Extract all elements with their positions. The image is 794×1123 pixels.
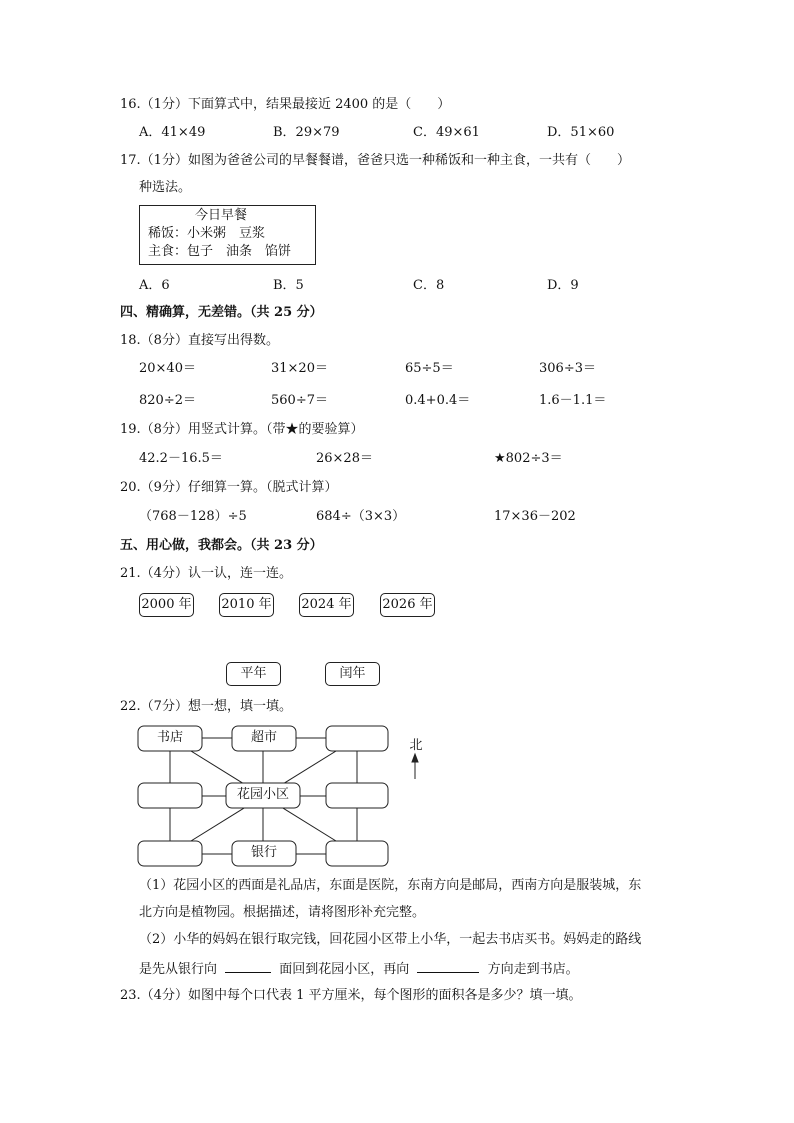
q19-item: ★802÷3＝ — [494, 451, 563, 466]
q21-stem: 21.（4分）认一认，连一连。 — [120, 566, 292, 581]
q18-item: 306÷3＝ — [539, 361, 596, 376]
q20-item: 684÷（3×3） — [316, 509, 406, 524]
q16-option-d[interactable]: D．51×60 — [547, 125, 615, 140]
q19-item: 26×28＝ — [316, 451, 373, 466]
map-label-bank: 银行 — [250, 845, 277, 860]
q17-option-d[interactable]: D．9 — [547, 278, 579, 293]
north-label: 北 — [409, 738, 423, 753]
q22-part2-text-a: 是先从银行向 — [139, 962, 218, 977]
q22-stem: 22.（7分）想一想，填一填。 — [120, 699, 292, 714]
menu-title: 今日早餐 — [195, 208, 248, 223]
map-label-bookstore: 书店 — [156, 730, 183, 745]
map-box-west-blank — [138, 783, 202, 808]
map-box-southeast-blank — [326, 841, 388, 866]
north-arrow-icon — [412, 754, 418, 779]
map-label-supermarket: 超市 — [250, 730, 277, 745]
q18-item: 20×40＝ — [139, 361, 196, 376]
leap-year-box[interactable]: 闰年 — [325, 662, 380, 686]
q19-stem: 19.（8分）用竖式计算。（带★的要验算） — [120, 422, 364, 437]
section5-heading: 五、用心做，我都会。（共 23 分） — [120, 538, 323, 553]
q22-part2-text-c: 方向走到书店。 — [487, 962, 579, 977]
q17-option-b[interactable]: B．5 — [273, 278, 304, 293]
breakfast-menu-box — [139, 205, 316, 265]
q18-item: 560÷7＝ — [271, 393, 328, 408]
map-label-garden: 花园小区 — [236, 787, 289, 802]
q20-item: （768－128）÷5 — [139, 509, 247, 524]
menu-staple: 主食：包子 油条 馅饼 — [148, 244, 292, 259]
common-year-box[interactable]: 平年 — [226, 662, 281, 686]
q16-option-b[interactable]: B．29×79 — [273, 125, 340, 140]
year-box-2010[interactable]: 2010 年 — [219, 593, 274, 617]
q20-stem: 20.（9分）仔细算一算。（脱式计算） — [120, 480, 338, 495]
q22-part1-line1: （1）花园小区的西面是礼品店，东面是医院，东南方向是邮局，西南方向是服装城，东 — [139, 878, 642, 893]
q22-part2-line1: （2）小华的妈妈在银行取完钱，回花园小区带上小华，一起去书店买书。妈妈走的路线 — [139, 932, 642, 947]
q17-option-c[interactable]: C．8 — [413, 278, 445, 293]
q19-item: 42.2－16.5＝ — [139, 451, 223, 466]
q22-part1-line2: 北方向是植物园。根据描述，请将图形补充完整。 — [139, 905, 426, 920]
q16-stem: 16.（1分）下面算式中，结果最接近 2400 的是（ ） — [120, 97, 451, 112]
q16-option-a[interactable]: A．41×49 — [139, 125, 206, 140]
answer-blank-direction-2[interactable] — [417, 960, 479, 973]
q17-stem-line2: 种选法。 — [139, 180, 192, 195]
year-box-2024[interactable]: 2024 年 — [299, 593, 354, 617]
q18-item: 0.4+0.4＝ — [405, 393, 471, 408]
map-box-southwest-blank — [138, 841, 202, 866]
q18-item: 65÷5＝ — [405, 361, 454, 376]
q17-stem-line1: 17.（1分）如图为爸爸公司的早餐餐谱，爸爸只选一种稀饭和一种主食，一共有（ ） — [120, 153, 630, 168]
answer-blank-direction-1[interactable] — [225, 960, 271, 973]
q20-item: 17×36－202 — [494, 509, 576, 524]
q23-stem: 23.（4分）如图中每个口代表 1 平方厘米，每个图形的面积各是多少？填一填。 — [120, 988, 582, 1003]
section4-heading: 四、精确算，无差错。（共 25 分） — [120, 305, 323, 320]
q16-option-c[interactable]: C．49×61 — [413, 125, 480, 140]
q22-part2-line2 — [139, 960, 579, 978]
q17-option-a[interactable]: A．6 — [139, 278, 170, 293]
year-box-2000[interactable]: 2000 年 — [139, 593, 194, 617]
q22-part2-text-b: 面回到花园小区，再向 — [279, 962, 410, 977]
map-box-northeast-blank — [326, 726, 388, 751]
menu-porridge: 稀饭：小米粥 豆浆 — [148, 226, 266, 241]
q18-stem: 18.（8分）直接写出得数。 — [120, 333, 279, 348]
q18-item: 1.6－1.1＝ — [539, 393, 607, 408]
q18-item: 820÷2＝ — [139, 393, 196, 408]
year-box-2026[interactable]: 2026 年 — [380, 593, 435, 617]
map-box-east-blank — [326, 783, 388, 808]
q18-item: 31×20＝ — [271, 361, 328, 376]
